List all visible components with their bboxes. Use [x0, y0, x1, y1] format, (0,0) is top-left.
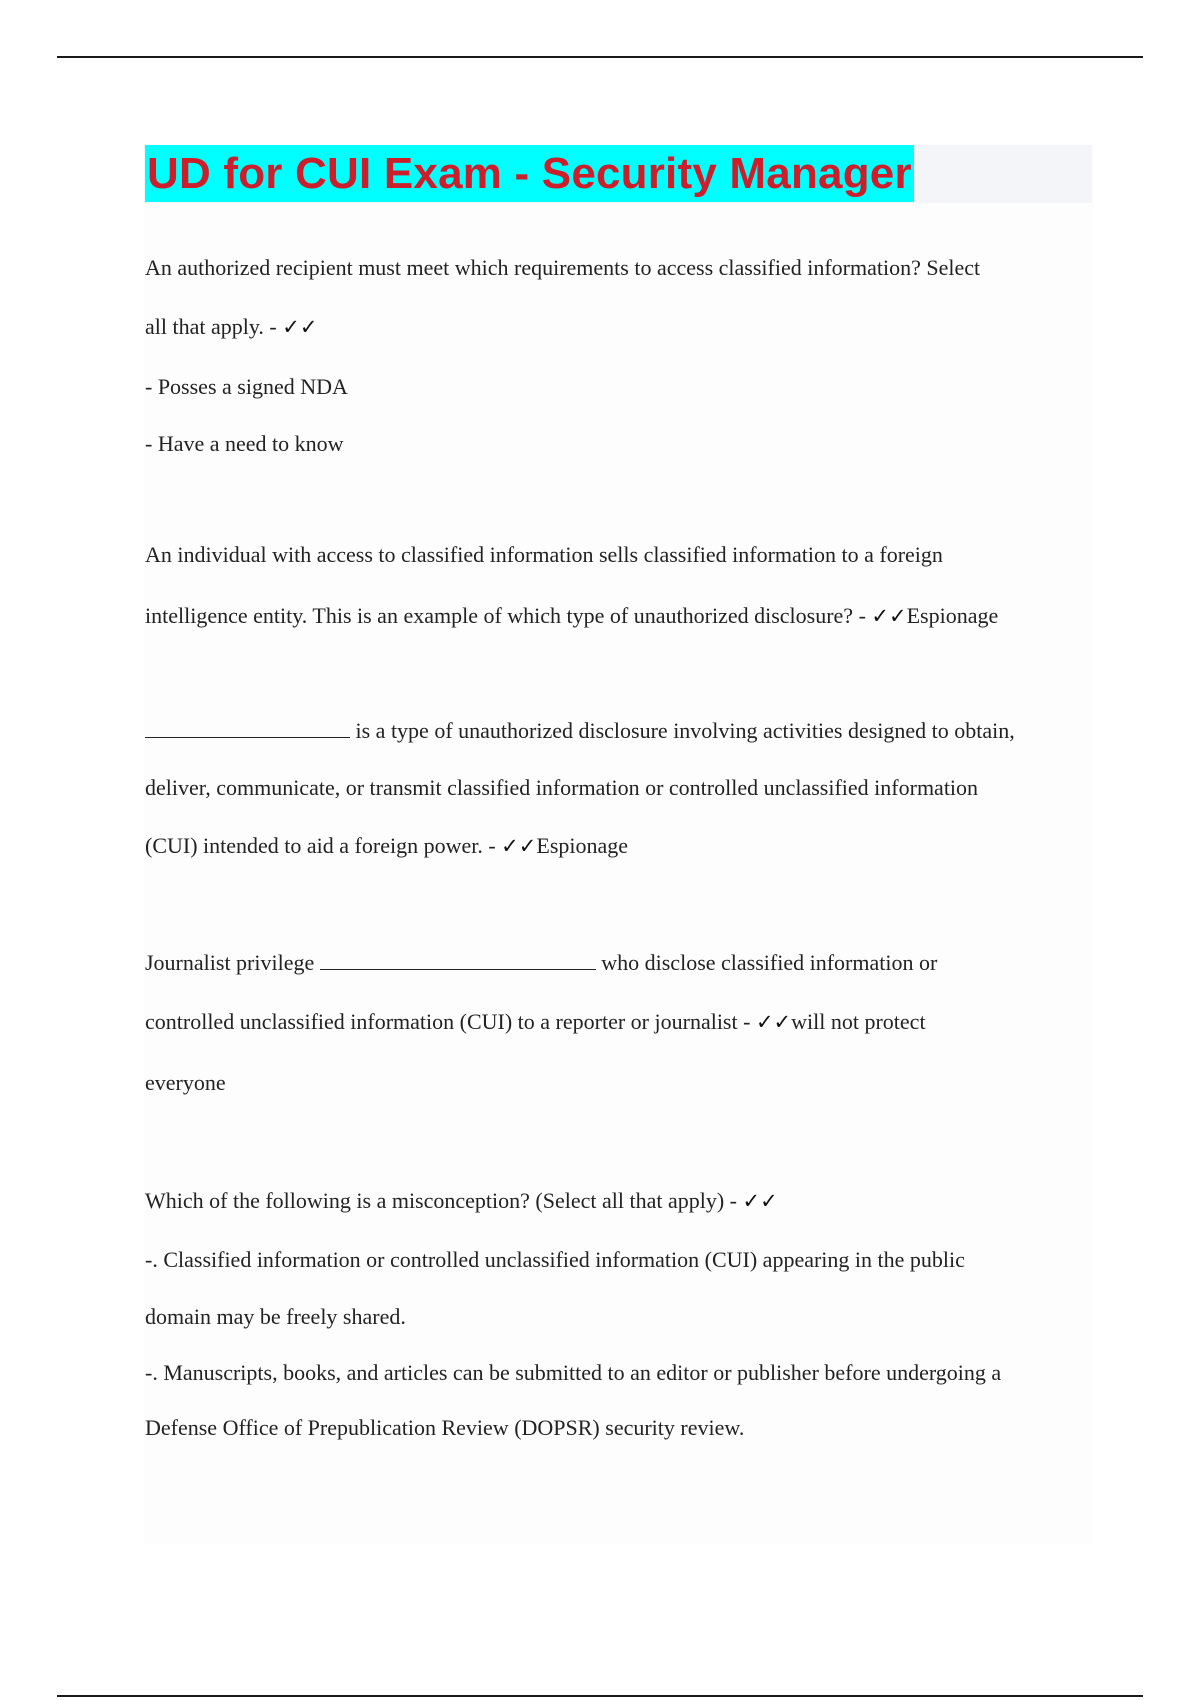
q2-line1 — [145, 541, 943, 569]
q1-text-line1: An authorized recipient must meet which requirements to access classified information? Select — [145, 255, 981, 280]
q5-opt1-line1 — [145, 1246, 965, 1274]
q4-line2 — [145, 1008, 926, 1036]
q2-line2 — [145, 602, 998, 630]
check-mark-icon: ✓✓ — [742, 1189, 778, 1213]
q3-line1 — [145, 717, 1015, 745]
q5-opt1-text-line2: domain may be freely shared. — [145, 1304, 406, 1329]
q3-line3 — [145, 832, 628, 860]
footer-rule — [57, 1695, 1143, 1697]
q1-answer2-text: - Have a need to know — [145, 431, 344, 456]
q3-answer: Espionage — [536, 833, 629, 858]
q1-answer1-text: - Posses a signed NDA — [145, 374, 348, 399]
q5-opt2-text-line1: -. Manuscripts, books, and articles can be submitted to an editor or publisher before undergoing a — [145, 1360, 1002, 1385]
q4-answer-part2: everyone — [145, 1070, 226, 1095]
q5-line1 — [145, 1187, 778, 1215]
q1-line2 — [145, 313, 317, 341]
header-rule — [57, 56, 1143, 58]
q4-line3 — [145, 1069, 226, 1097]
q5-opt2-text-line2: Defense Office of Prepublication Review (DOPSR) security review. — [145, 1415, 745, 1440]
q2-answer: Espionage — [906, 603, 999, 628]
fill-in-blank — [145, 717, 350, 738]
q2-text-line1: An individual with access to classified information sells classified information to a foreign — [145, 542, 943, 567]
q4-text-line1-post: who disclose classified information or — [595, 950, 938, 975]
q5-opt2-line1 — [145, 1359, 1001, 1387]
q4-text-line1-pre: Journalist privilege — [145, 950, 320, 975]
q5-opt1-line2 — [145, 1303, 406, 1331]
document-title: UD for CUI Exam - Security Manager — [145, 145, 914, 202]
q3-text-line2: deliver, communicate, or transmit classified information or controlled unclassified information — [145, 775, 979, 800]
q3-line2 — [145, 774, 978, 802]
fill-in-blank — [320, 949, 596, 970]
check-mark-icon: ✓✓ — [282, 315, 318, 339]
q3-text-line1: is a type of unauthorized disclosure involving activities designed to obtain, — [350, 718, 1015, 743]
q4-text-line2: controlled unclassified information (CUI) to a reporter or journalist - — [145, 1009, 756, 1034]
q1-answer2 — [145, 430, 344, 458]
q1-text-line2: all that apply. - — [145, 314, 283, 339]
check-mark-icon: ✓✓ — [755, 1010, 792, 1034]
check-mark-icon: ✓✓ — [871, 604, 907, 628]
q3-text-line3: (CUI) intended to aid a foreign power. - — [145, 833, 502, 858]
q5-text-line1: Which of the following is a misconception? (Select all that apply) - — [145, 1188, 743, 1213]
q2-text-line2: intelligence entity. This is an example of which type of unauthorized disclosure? - — [145, 603, 872, 628]
q4-answer-part1: will not protect — [791, 1009, 926, 1034]
q1-answer1 — [145, 373, 348, 401]
q5-opt1-text-line1: -. Classified information or controlled unclassified information (CUI) appearing in the public — [145, 1247, 965, 1272]
check-mark-icon: ✓✓ — [501, 834, 537, 858]
q1-line1 — [145, 254, 980, 282]
q4-line1 — [145, 949, 937, 977]
q5-opt2-line2 — [145, 1414, 744, 1442]
